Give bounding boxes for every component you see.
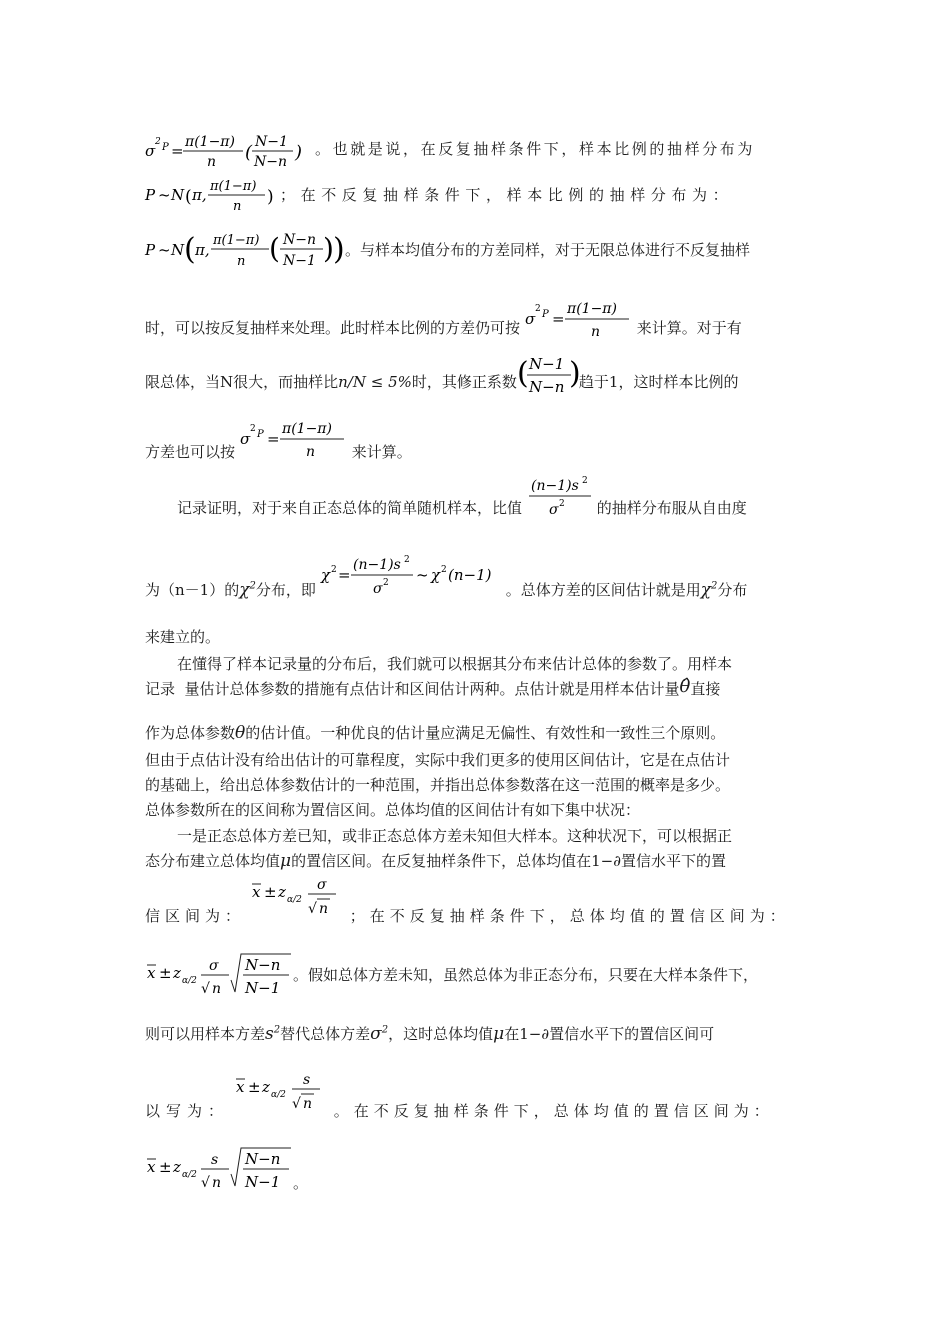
svg-text:2: 2 [382, 578, 389, 588]
svg-text:(n−1): (n−1) [447, 566, 492, 584]
svg-text:(n−1)s: (n−1)s [352, 557, 401, 573]
svg-text:χ: χ [320, 566, 330, 584]
text-run: 一是正态总体方差已知，或非正态总体方差未知但大样本。这种状况下，可以根据正 [177, 827, 733, 845]
confidence-level: 1−∂ [591, 852, 621, 870]
svg-text:~: ~ [415, 566, 429, 584]
svg-text:σ: σ [524, 310, 536, 328]
svg-text:(: ( [185, 187, 192, 207]
svg-text:±: ± [263, 883, 277, 901]
svg-text:N−1: N−1 [283, 253, 316, 269]
svg-text:n: n [237, 254, 246, 269]
paragraph-line [145, 130, 810, 170]
svg-text:P: P [145, 241, 156, 259]
svg-text:σ: σ [372, 581, 383, 597]
svg-text:2: 2 [558, 499, 565, 509]
svg-text:~: ~ [158, 241, 171, 259]
text-run: 在懂得了样本记录量的分布后，我们就可以根据其分布来估计总体的参数了。用样本 [177, 655, 733, 673]
svg-text:α/2: α/2 [270, 1090, 286, 1100]
paragraph-line [145, 298, 810, 344]
text-run: 以写为： [145, 1102, 230, 1120]
svg-text:2: 2 [330, 565, 337, 575]
svg-text:n: n [305, 444, 315, 460]
svg-text:N: N [171, 186, 185, 204]
paragraph-line [145, 626, 810, 647]
paragraph-line [145, 850, 810, 871]
paragraph-line [145, 799, 810, 820]
svg-text:π(1−π): π(1−π) [185, 134, 235, 150]
paragraph-line [145, 948, 810, 1004]
svg-text:n: n [207, 154, 217, 170]
svg-text:~: ~ [158, 186, 171, 204]
svg-text:s: s [302, 1072, 310, 1088]
svg-text:): ) [267, 187, 274, 207]
text-run: 记录证明，对于来自正态总体的简单随机样本，比值 [177, 499, 523, 517]
svg-text:π(1−π): π(1−π) [281, 421, 332, 437]
svg-text:z: z [173, 1158, 181, 1176]
svg-text:): ) [568, 356, 581, 391]
formula-graphic [525, 298, 637, 344]
interval-formula [145, 1142, 293, 1198]
svg-text:±: ± [159, 964, 172, 982]
svg-text:n: n [233, 199, 242, 214]
svg-text:N−n: N−n [254, 154, 287, 170]
text-run: 总体参数所在的区间称为置信区间。总体均值的区间估计有如下集中状况： [145, 801, 641, 819]
svg-text:=: = [551, 310, 565, 328]
svg-text:α/2: α/2 [182, 976, 197, 986]
paragraph-line [145, 350, 810, 400]
paragraph-line [145, 875, 810, 931]
svg-text:π(1−π): π(1−π) [210, 179, 257, 194]
svg-text:N−n: N−n [245, 956, 281, 974]
svg-text:N−1: N−1 [255, 134, 288, 150]
theta-hat-symbol: θ̂ [679, 676, 691, 697]
text-run: 。假如总体方差未知，虽然总体为非正态分布，只要在大样本条件下， [293, 966, 759, 984]
correction-factor-formula [517, 350, 579, 400]
svg-text:√: √ [201, 1175, 210, 1191]
text-run: 时，其修正系数 [411, 373, 517, 391]
text-run: 则可以用样本方差 [145, 1025, 266, 1043]
svg-text:√: √ [201, 981, 210, 997]
text-run: 态分布建立总体均值 [145, 852, 281, 870]
svg-text:z: z [261, 1078, 270, 1096]
svg-text:2: 2 [440, 565, 447, 575]
svg-text:n: n [590, 324, 600, 340]
text-run: 。与样本均值分布的方差同样，对于无限总体进行不反复抽样 [345, 241, 751, 259]
svg-text:α/2: α/2 [286, 895, 302, 905]
confidence-level: 1−∂ [519, 1025, 550, 1043]
svg-text:P: P [256, 429, 264, 440]
text-run: 置信水平下的置 [620, 852, 726, 870]
svg-text:n: n [302, 1096, 312, 1112]
formula-graphic [240, 418, 352, 464]
text-run: 方差也可以按 [145, 443, 236, 461]
text-run: 但由于点估计没有给出估计的可靠程度，实际中我们更多的使用区间估计，它是在点估计 [145, 751, 731, 769]
ratio-formula [527, 472, 597, 522]
paragraph-line [145, 678, 810, 699]
svg-text:(: ( [184, 232, 196, 267]
svg-text:N−n: N−n [528, 378, 565, 396]
svg-text:(: ( [516, 356, 529, 391]
text-run: 。总体方差的区间估计就是用 [505, 581, 701, 599]
svg-text:n: n [318, 901, 328, 917]
text-run: 为（n－1）的 [145, 581, 240, 599]
svg-text:=: = [337, 566, 351, 584]
interval-formula [250, 875, 350, 931]
chi-square-symbol: $\chi^2$ [700, 580, 718, 600]
paragraph-line [145, 175, 810, 217]
svg-text:N−1: N−1 [245, 1173, 281, 1191]
variance-formula [145, 130, 315, 170]
svg-text:σ: σ [548, 502, 559, 518]
svg-text:(n−1)s: (n−1)s [530, 478, 579, 494]
text-run: ；在不反复抽样条件下，总体均值的置信区间为： [349, 907, 790, 925]
svg-text:x: x [147, 1158, 156, 1176]
population-variance-symbol: $\sigma^2$ [370, 1024, 389, 1044]
paragraph-line [145, 1023, 810, 1044]
svg-text:π,: π, [192, 186, 207, 204]
svg-text:P: P [145, 186, 156, 204]
svg-text:=: = [171, 142, 184, 160]
text-run: 限总体，当N很大，而抽样比 [145, 373, 339, 391]
text-run: 。在不反复抽样条件下，总体均值的置信区间为： [333, 1102, 774, 1120]
svg-text:): ) [333, 232, 345, 267]
text-run: 直接 [690, 680, 721, 698]
svg-text:(: ( [245, 142, 253, 163]
text-run: 来建立的。 [145, 628, 221, 646]
svg-text:N−1: N−1 [245, 979, 281, 997]
svg-text:): ) [295, 142, 303, 163]
text-run: 。 [293, 1174, 309, 1192]
text-run: 作为总体参数 [145, 724, 236, 742]
text-run: 的估计值。一种优良的估计量应满足无偏性、有效性和一致性三个原则。 [245, 724, 726, 742]
svg-text:N: N [171, 241, 185, 259]
sampling-ratio-formula: n/N ≤ 5% [338, 373, 412, 391]
svg-text:n: n [212, 1175, 222, 1191]
text-run: 信区间为： [145, 907, 246, 925]
mu-symbol: μ [280, 851, 292, 871]
svg-text:P: P [541, 309, 549, 320]
paragraph-line [145, 722, 810, 743]
svg-text:n: n [212, 981, 222, 997]
paragraph-line [145, 825, 810, 846]
text-run: ，这时总体均值 [388, 1025, 494, 1043]
text-run: 分布 [717, 581, 748, 599]
svg-text:(: ( [269, 232, 280, 265]
svg-text:±: ± [247, 1078, 261, 1096]
theta-symbol: θ [235, 723, 246, 743]
svg-text:s: s [211, 1152, 219, 1168]
svg-text:): ) [323, 232, 334, 265]
svg-text:π(1−π): π(1−π) [566, 301, 617, 317]
formula-graphic [145, 130, 315, 172]
svg-text:√: √ [307, 901, 317, 917]
text-run: 替代总体方差 [280, 1025, 371, 1043]
interval-formula [234, 1070, 334, 1126]
formula-graphic [145, 225, 345, 277]
svg-text:χ: χ [430, 566, 440, 584]
paragraph-line [145, 1142, 810, 1198]
svg-text:2: 2 [155, 137, 161, 147]
svg-text:=: = [266, 430, 280, 448]
svg-text:σ: σ [145, 142, 156, 160]
text-run: 置信水平下的置信区间可 [549, 1025, 715, 1043]
svg-text:z: z [277, 883, 286, 901]
chi-square-symbol: $\chi^2$ [239, 580, 256, 600]
svg-text:x: x [147, 964, 156, 982]
svg-text:2: 2 [249, 424, 256, 434]
chi-square-formula [321, 552, 506, 602]
text-run: ；在不反复抽样条件下，样本比例的抽样分布为： [280, 186, 734, 204]
svg-text:2: 2 [581, 476, 588, 486]
text-run: 分布，即 [255, 581, 316, 599]
paragraph-line [145, 552, 810, 602]
text-run: 。也就是说，在反复抽样条件下，样本比例的抽样分布为 [315, 140, 756, 158]
text-run: 来计算。 [351, 443, 412, 461]
svg-text:α/2: α/2 [182, 1170, 197, 1180]
svg-text:√: √ [291, 1096, 301, 1112]
svg-text:2: 2 [534, 304, 541, 314]
paragraph-line [145, 653, 810, 674]
svg-text:2: 2 [403, 555, 410, 565]
paragraph-line [145, 418, 810, 464]
paragraph-line [145, 749, 810, 770]
formula-graphic [145, 175, 280, 217]
svg-text:π,: π, [195, 241, 210, 259]
text-run: 的置信区间。在反复抽样条件下，总体均值在 [291, 852, 592, 870]
svg-text:P: P [162, 142, 169, 153]
text-run: 的抽样分布服从自由度 [596, 499, 747, 517]
svg-text:N−n: N−n [283, 232, 316, 248]
interval-formula [145, 948, 293, 1004]
paragraph-line [145, 225, 810, 277]
svg-text:N−1: N−1 [528, 355, 565, 373]
paragraph-line [145, 1070, 810, 1126]
svg-text:x: x [251, 883, 261, 901]
svg-text:±: ± [159, 1158, 172, 1176]
text-run: 在 [504, 1025, 520, 1043]
text-run: 来计算。对于有 [636, 319, 742, 337]
text-run: 的基础上，给出总体参数估计的一种范围，并指出总体参数落在这一范围的概率是多少。 [145, 776, 731, 794]
svg-text:N−n: N−n [245, 1150, 281, 1168]
paragraph-line [145, 774, 810, 795]
svg-text:x: x [235, 1078, 245, 1096]
sample-variance-symbol: $s^2$ [265, 1024, 281, 1044]
svg-text:σ: σ [209, 958, 219, 974]
svg-text:σ: σ [239, 430, 251, 448]
paragraph-line [145, 472, 810, 522]
svg-text:σ: σ [316, 877, 327, 893]
svg-text:π(1−π): π(1−π) [213, 233, 260, 248]
svg-text:z: z [173, 964, 181, 982]
mu-symbol: μ [493, 1024, 505, 1044]
text-run: 记录 量估计总体参数的措施有点估计和区间估计两种。点估计就是用样本估计量 [145, 680, 680, 698]
text-run: 时，可以按反复抽样来处理。此时样本比例的方差仍可按 [145, 319, 521, 337]
text-run: 趋于1，这时样本比例的 [578, 373, 739, 391]
